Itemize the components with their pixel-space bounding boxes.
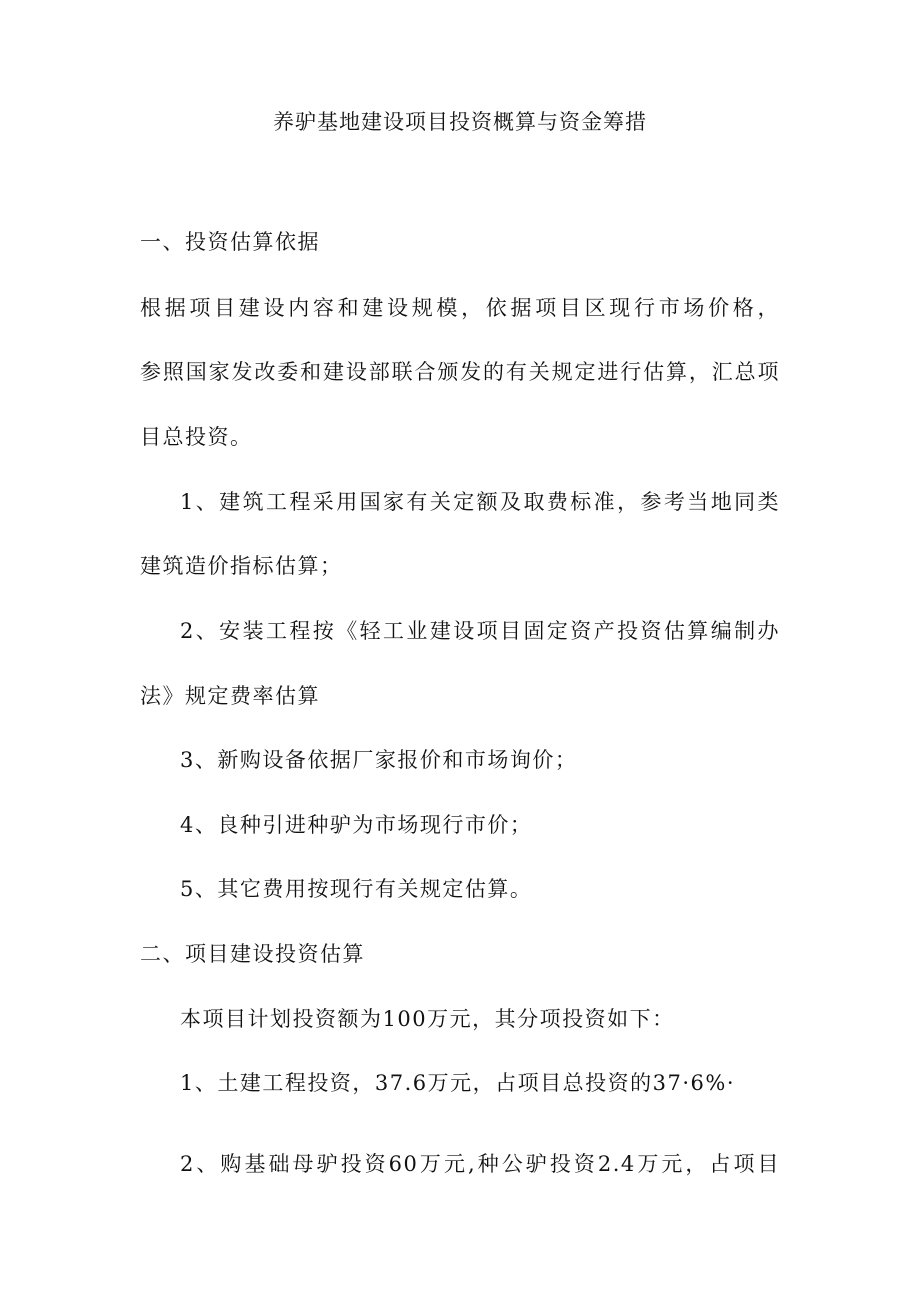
list-item-line: 1、建筑工程采用国家有关定额及取费标准，参考当地同类: [180, 490, 780, 514]
paragraph-line: 根据项目建设内容和建设规模，依据项目区现行市场价格，: [140, 296, 780, 320]
list-item-line: 建筑造价指标估算；: [140, 554, 343, 578]
paragraph-line: 本项目计划投资额为100万元，其分项投资如下：: [180, 1007, 675, 1031]
paragraph-line: 参照国家发改委和建设部联合颁发的有关规定进行估算，汇总项: [140, 360, 780, 384]
section-heading-investment-basis: 一、投资估算依据: [140, 230, 320, 254]
document-title: 养驴基地建设项目投资概算与资金筹措: [273, 110, 647, 134]
section-heading-construction-investment: 二、项目建设投资估算: [140, 942, 365, 966]
list-item-line: 5、其它费用按现行有关规定估算。: [180, 877, 533, 901]
list-item-line: 法》规定费率估算: [140, 684, 320, 708]
list-item-line: 1、土建工程投资，37.6万元，占项目总投资的37·6%·: [180, 1071, 736, 1095]
list-item-line: 2、安装工程按《轻工业建设项目固定资产投资估算编制办: [180, 619, 780, 643]
paragraph-line: 目总投资。: [140, 425, 253, 449]
list-item-line: 3、新购设备依据厂家报价和市场询价；: [180, 748, 578, 772]
list-item-line: 4、良种引进种驴为市场现行市价；: [180, 813, 533, 837]
list-item-line: 2、购基础母驴投资60万元,种公驴投资2.4万元，占项目: [180, 1152, 780, 1176]
